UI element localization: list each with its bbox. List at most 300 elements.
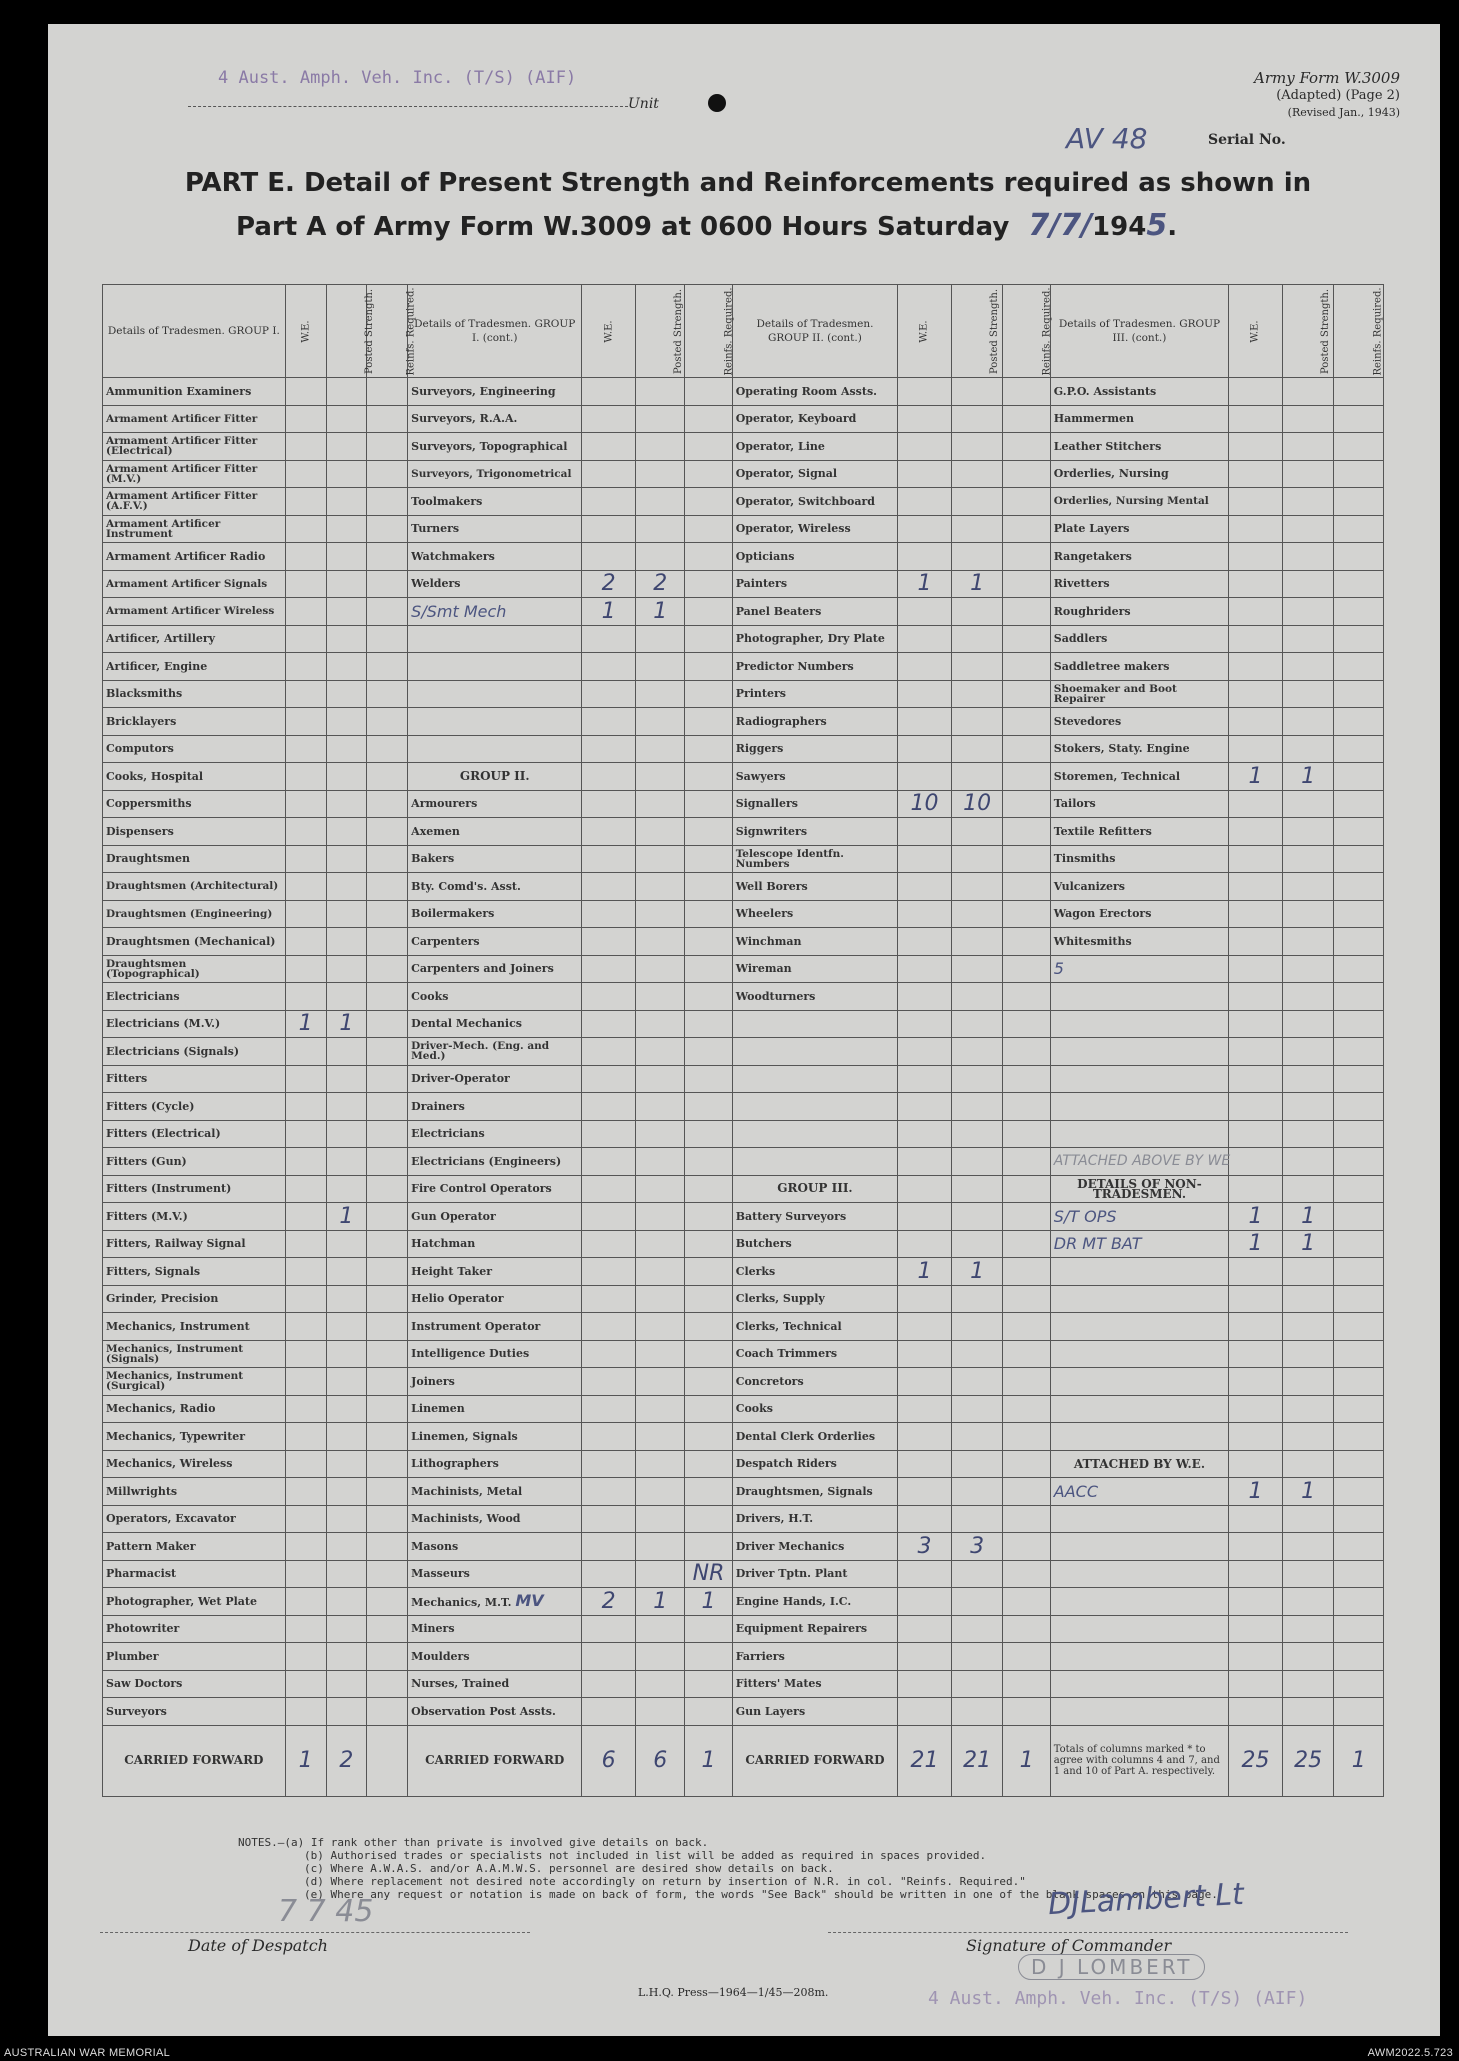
g3c-posted [1282, 1368, 1334, 1396]
g2c-trade: Telescope Identfn. Numbers [732, 845, 897, 873]
g2c-reinfs [1003, 845, 1050, 873]
g3c-we [1229, 1588, 1283, 1616]
g1c-reinfs [685, 735, 732, 763]
g2c-we [898, 1230, 952, 1258]
g3c-we [1229, 1258, 1283, 1286]
g3c-we [1229, 1423, 1283, 1451]
g3c-we [1229, 1148, 1283, 1176]
g2c-reinfs [1003, 983, 1050, 1011]
g3c-posted [1282, 928, 1334, 956]
g1c-trade: Bty. Comd's. Asst. [408, 873, 582, 901]
table-row [103, 900, 1384, 928]
g3c-posted [1282, 1175, 1334, 1203]
g3c-we [1229, 955, 1283, 983]
g3c-we [1229, 735, 1283, 763]
table-row [103, 570, 1384, 598]
g3c-blank [1050, 1423, 1228, 1451]
g2c-reinfs [1003, 1533, 1050, 1561]
form-revised: (Revised Jan., 1943) [1287, 106, 1400, 119]
g1c-trade: Surveyors, Engineering [408, 378, 582, 406]
unit-label: Unit [628, 96, 659, 112]
g1c-reinfs [685, 708, 732, 736]
g1c-posted [635, 845, 684, 873]
commander-name: D J LOMBERT [1018, 1954, 1205, 1980]
g1-reinfs [367, 1670, 408, 1698]
g1-reinfs [367, 900, 408, 928]
g3c-posted [1282, 680, 1334, 708]
g2c-trade: Draughtsmen, Signals [732, 1478, 897, 1506]
g1-reinfs [367, 460, 408, 488]
g2c-reinfs [1003, 1588, 1050, 1616]
g2c-posted [951, 1560, 1003, 1588]
g2c-trade: Woodturners [732, 983, 897, 1011]
g1-reinfs [367, 1175, 408, 1203]
g1-trade: Grinder, Precision [103, 1285, 286, 1313]
g1-trade: Armament Artificer Signals [103, 570, 286, 598]
g3c-reinfs [1334, 1038, 1384, 1066]
g3c-section-label: ATTACHED BY W.E. [1050, 1450, 1228, 1478]
g1c-posted [635, 1395, 684, 1423]
g1-trade: Armament Artificer Instrument [103, 515, 286, 543]
g2c-we [898, 1038, 952, 1066]
g3c-reinfs [1334, 900, 1384, 928]
g2c-we [898, 1423, 952, 1451]
g3c-reinfs [1334, 763, 1384, 791]
g2c-posted [951, 873, 1003, 901]
col-group1-cont: Details of Tradesmen. GROUP I. (cont.) [408, 285, 582, 378]
table-row [103, 1450, 1384, 1478]
g3c-reinfs [1334, 1340, 1384, 1368]
g1c-we [582, 1698, 636, 1726]
g1-reinfs [367, 1505, 408, 1533]
g2c-posted [951, 433, 1003, 461]
g1c-posted [635, 708, 684, 736]
g2c-posted [951, 1615, 1003, 1643]
g2c-posted [951, 983, 1003, 1011]
g2c-we [898, 1588, 952, 1616]
g3c-blank [1050, 1258, 1228, 1286]
g2c-reinfs [1003, 1038, 1050, 1066]
g1c-trade: Lithographers [408, 1450, 582, 1478]
g3c-posted: 1 [1282, 1203, 1334, 1231]
g3c-blank [1050, 1065, 1228, 1093]
g3c-posted [1282, 1065, 1334, 1093]
g1-posted [326, 1615, 367, 1643]
g3c-reinfs [1334, 1203, 1384, 1231]
g3c-trade: Rangetakers [1050, 543, 1228, 571]
g2c-trade: Butchers [732, 1230, 897, 1258]
g1c-reinfs [685, 928, 732, 956]
g2c-trade: Cooks [732, 1395, 897, 1423]
g3c-posted [1282, 570, 1334, 598]
g2c-we [898, 1093, 952, 1121]
g1-trade: Ammunition Examiners [103, 378, 286, 406]
g1-we [285, 1698, 326, 1726]
g3c-we [1229, 1313, 1283, 1341]
g1c-blank [408, 625, 582, 653]
form-adapted: (Adapted) (Page 2) [1276, 88, 1400, 103]
g1c-reinfs [685, 488, 732, 516]
total-posted: 25 [1282, 1725, 1334, 1796]
g1-trade: Electricians (M.V.) [103, 1010, 286, 1038]
g1c-posted [635, 873, 684, 901]
g1-we [285, 1423, 326, 1451]
g1c-trade: Welders [408, 570, 582, 598]
g3c-blank [1050, 1285, 1228, 1313]
g3c-blank [1050, 1670, 1228, 1698]
g1c-reinfs [685, 1395, 732, 1423]
g1-trade: Pattern Maker [103, 1533, 286, 1561]
g2c-we [898, 1010, 952, 1038]
g1-trade: Photowriter [103, 1615, 286, 1643]
g1c-we [582, 680, 636, 708]
table-row [103, 1038, 1384, 1066]
g1c-we [582, 1505, 636, 1533]
g3c-posted [1282, 1450, 1334, 1478]
g2c-reinfs [1003, 1175, 1050, 1203]
g2c-we [898, 680, 952, 708]
g1c-we [582, 543, 636, 571]
g2c-we [898, 543, 952, 571]
g3c-posted [1282, 1093, 1334, 1121]
g2c-posted [951, 818, 1003, 846]
g2c-posted [951, 955, 1003, 983]
g2c-reinfs [1003, 570, 1050, 598]
g1-reinfs [367, 1643, 408, 1671]
g1c-we [582, 488, 636, 516]
g3c-posted: 1 [1282, 1478, 1334, 1506]
g3c-trade: Wagon Erectors [1050, 900, 1228, 928]
g1c-posted [635, 1670, 684, 1698]
g1-trade: Mechanics, Typewriter [103, 1423, 286, 1451]
g1-reinfs [367, 1533, 408, 1561]
g3c-reinfs [1334, 1230, 1384, 1258]
table-row [103, 1010, 1384, 1038]
g2c-we [898, 488, 952, 516]
g1-trade: Fitters [103, 1065, 286, 1093]
g2c-posted [951, 900, 1003, 928]
table-row [103, 1533, 1384, 1561]
g2c-we [898, 1285, 952, 1313]
g1c-handwritten-correction: MV [515, 1590, 544, 1610]
g1c-trade: Watchmakers [408, 543, 582, 571]
g1-we [285, 1670, 326, 1698]
g1c-group-heading: GROUP II. [408, 763, 582, 791]
g2c-posted [951, 1478, 1003, 1506]
g3c-reinfs [1334, 1065, 1384, 1093]
g1-trade: Mechanics, Wireless [103, 1450, 286, 1478]
g1c-posted [635, 1478, 684, 1506]
g1c-trade: Driver-Operator [408, 1065, 582, 1093]
cf-g1-reinfs [367, 1725, 408, 1796]
g1-reinfs [367, 1478, 408, 1506]
g1-posted [326, 1698, 367, 1726]
g1-we [285, 735, 326, 763]
g2c-reinfs [1003, 543, 1050, 571]
g1-posted [326, 818, 367, 846]
g1c-blank [408, 680, 582, 708]
g3c-posted [1282, 405, 1334, 433]
g3c-posted [1282, 1395, 1334, 1423]
g3c-reinfs [1334, 1560, 1384, 1588]
g3c-posted [1282, 1533, 1334, 1561]
g2c-reinfs [1003, 900, 1050, 928]
g1c-we [582, 1368, 636, 1396]
g2c-we [898, 515, 952, 543]
g1c-we [582, 1340, 636, 1368]
table-row [103, 1093, 1384, 1121]
despatch-label: Date of Despatch [188, 1936, 328, 1955]
g2c-we [898, 955, 952, 983]
g3c-posted [1282, 790, 1334, 818]
g2c-reinfs [1003, 460, 1050, 488]
title-dot: . [1167, 212, 1178, 242]
g3c-blank [1050, 1038, 1228, 1066]
table-row [103, 515, 1384, 543]
g3c-posted [1282, 1313, 1334, 1341]
g2c-trade: Gun Layers [732, 1698, 897, 1726]
g1-posted [326, 873, 367, 901]
carried-forward-row [103, 1725, 1384, 1796]
g1c-we [582, 955, 636, 983]
g1-reinfs [367, 1120, 408, 1148]
g2c-reinfs [1003, 1258, 1050, 1286]
g3c-posted [1282, 708, 1334, 736]
g2c-reinfs [1003, 1120, 1050, 1148]
note-a: NOTES.—(a) If rank other than private is involved give details on back. [238, 1836, 709, 1849]
g1c-reinfs [685, 1698, 732, 1726]
col-we: W.E. [582, 285, 636, 378]
g1c-trade: Carpenters and Joiners [408, 955, 582, 983]
g3c-posted [1282, 625, 1334, 653]
g2c-reinfs [1003, 625, 1050, 653]
g3c-reinfs [1334, 983, 1384, 1011]
g3c-trade: Rivetters [1050, 570, 1228, 598]
g2c-reinfs [1003, 405, 1050, 433]
g1-posted [326, 845, 367, 873]
g2c-trade: Painters [732, 570, 897, 598]
g1c-posted [635, 1533, 684, 1561]
g3c-handwritten-trade: S/T OPS [1050, 1203, 1228, 1231]
g1c-reinfs [685, 515, 732, 543]
signature-line [828, 1932, 1348, 1933]
g1-trade: Saw Doctors [103, 1670, 286, 1698]
unit-line [188, 106, 628, 107]
g1-posted [326, 763, 367, 791]
g1-posted [326, 790, 367, 818]
g1-posted [326, 900, 367, 928]
g1c-we [582, 1423, 636, 1451]
g2c-we [898, 928, 952, 956]
g1-reinfs [367, 1313, 408, 1341]
signature-hand: DJLambert Lt [1047, 1876, 1245, 1923]
g1c-trade: Linemen [408, 1395, 582, 1423]
col-reinfs: Reinfs. Required. [367, 285, 408, 378]
g2c-trade: Wireman [732, 955, 897, 983]
g3c-reinfs [1334, 1588, 1384, 1616]
table-row [103, 1698, 1384, 1726]
form-name: Army Form W.3009 [1254, 69, 1400, 87]
g3c-we [1229, 1615, 1283, 1643]
g3c-blank [1050, 1395, 1228, 1423]
g1c-posted [635, 1230, 684, 1258]
g1-trade: Armament Artificer Radio [103, 543, 286, 571]
g1c-we [582, 1670, 636, 1698]
g1c-reinfs [685, 1615, 732, 1643]
g3c-blank [1050, 1093, 1228, 1121]
g2c-reinfs [1003, 680, 1050, 708]
g1-reinfs [367, 1560, 408, 1588]
g3c-posted [1282, 873, 1334, 901]
g3c-reinfs [1334, 1148, 1384, 1176]
g2c-posted [951, 1010, 1003, 1038]
g1c-we [582, 1010, 636, 1038]
g2c-posted [951, 763, 1003, 791]
g2c-we [898, 1615, 952, 1643]
g1c-blank [408, 708, 582, 736]
g2c-we: 1 [898, 1258, 952, 1286]
g3c-we [1229, 1175, 1283, 1203]
g1-we [285, 1120, 326, 1148]
g3c-blank [1050, 983, 1228, 1011]
form-reference [1254, 70, 1400, 121]
cf-g2c-we: 21 [898, 1725, 952, 1796]
g2c-posted [951, 1698, 1003, 1726]
table-row [103, 1065, 1384, 1093]
g1-posted [326, 1258, 367, 1286]
g1-trade: Armament Artificer Fitter (Electrical) [103, 433, 286, 461]
g2c-reinfs [1003, 1615, 1050, 1643]
g1c-reinfs [685, 763, 732, 791]
g1-we [285, 1175, 326, 1203]
g2c-trade: Farriers [732, 1643, 897, 1671]
g1-trade: Draughtsmen (Architectural) [103, 873, 286, 901]
g2c-posted [951, 1340, 1003, 1368]
g2c-blank [732, 1038, 897, 1066]
g3c-we [1229, 1120, 1283, 1148]
g2c-we [898, 378, 952, 406]
despatch-date-hand: 7 7 45 [278, 1894, 374, 1929]
g2c-trade: Winchman [732, 928, 897, 956]
g3c-reinfs [1334, 1670, 1384, 1698]
g2c-reinfs [1003, 1670, 1050, 1698]
g1c-blank [408, 735, 582, 763]
g1c-posted [635, 543, 684, 571]
g2c-posted: 10 [951, 790, 1003, 818]
g3c-posted [1282, 1423, 1334, 1451]
g3c-we [1229, 708, 1283, 736]
g1c-posted [635, 1505, 684, 1533]
g3c-we [1229, 1285, 1283, 1313]
g2c-trade: Coach Trimmers [732, 1340, 897, 1368]
g3c-posted: 1 [1282, 1230, 1334, 1258]
g1-posted [326, 1450, 367, 1478]
g1c-we: 2 [582, 1588, 636, 1616]
g2c-we [898, 1450, 952, 1478]
g2c-posted [951, 1368, 1003, 1396]
g1c-trade: Observation Post Assts. [408, 1698, 582, 1726]
g3c-we: 1 [1229, 1230, 1283, 1258]
archive-credit-left: AUSTRALIAN WAR MEMORIAL [4, 2047, 171, 2059]
g1-posted [326, 1505, 367, 1533]
g1-reinfs [367, 845, 408, 873]
g1-trade: Blacksmiths [103, 680, 286, 708]
g2c-we: 1 [898, 570, 952, 598]
col-posted: Posted Strength. [635, 285, 684, 378]
g2c-trade: Signallers [732, 790, 897, 818]
table-row [103, 653, 1384, 681]
g2c-we [898, 1175, 952, 1203]
g1-posted [326, 515, 367, 543]
g1c-posted [635, 1368, 684, 1396]
g3c-reinfs [1334, 1093, 1384, 1121]
g1-posted [326, 1670, 367, 1698]
g1-we [285, 1148, 326, 1176]
g1-trade: Draughtsmen [103, 845, 286, 873]
g2c-trade: Photographer, Dry Plate [732, 625, 897, 653]
g3c-trade: Saddletree makers [1050, 653, 1228, 681]
g1c-trade: Surveyors, Trigonometrical [408, 460, 582, 488]
g2c-posted [951, 378, 1003, 406]
g2c-posted [951, 543, 1003, 571]
g1-trade: Plumber [103, 1643, 286, 1671]
g2c-we: 3 [898, 1533, 952, 1561]
col-we: W.E. [285, 285, 326, 378]
g2c-trade: Driver Tptn. Plant [732, 1560, 897, 1588]
table-row [103, 790, 1384, 818]
g1c-trade: Linemen, Signals [408, 1423, 582, 1451]
title-line-1: PART E. Detail of Present Strength and Reinforcements required as shown in [184, 168, 1312, 198]
g3c-we [1229, 845, 1283, 873]
serial-label: Serial No. [1208, 132, 1286, 148]
g2c-posted [951, 1203, 1003, 1231]
g2c-we [898, 460, 952, 488]
g2c-we [898, 735, 952, 763]
g1c-reinfs [685, 1285, 732, 1313]
g3c-trade: G.P.O. Assistants [1050, 378, 1228, 406]
table-row [103, 405, 1384, 433]
table-row [103, 1615, 1384, 1643]
g2c-we [898, 708, 952, 736]
g3c-blank [1050, 1010, 1228, 1038]
g2c-we [898, 598, 952, 626]
g1c-trade: Surveyors, R.A.A. [408, 405, 582, 433]
col-group2-cont: Details of Tradesmen. GROUP II. (cont.) [732, 285, 897, 378]
g1-posted [326, 405, 367, 433]
g1c-posted [635, 1285, 684, 1313]
g1-we [285, 928, 326, 956]
g1c-reinfs [685, 1093, 732, 1121]
g1c-posted [635, 515, 684, 543]
g1c-posted [635, 1120, 684, 1148]
g2c-posted [951, 1093, 1003, 1121]
g1-reinfs [367, 1230, 408, 1258]
table-row [103, 1148, 1384, 1176]
g1-reinfs [367, 735, 408, 763]
g2c-reinfs [1003, 1340, 1050, 1368]
g2c-we [898, 405, 952, 433]
g2c-posted [951, 1065, 1003, 1093]
col-we: W.E. [1229, 285, 1283, 378]
g2c-trade: Radiographers [732, 708, 897, 736]
header-row [103, 285, 1384, 378]
g1c-reinfs [685, 680, 732, 708]
g1-posted [326, 460, 367, 488]
g1c-we [582, 460, 636, 488]
g1-reinfs [367, 1285, 408, 1313]
table-row [103, 1670, 1384, 1698]
g3c-handwritten-trade: DR MT BAT [1050, 1230, 1228, 1258]
